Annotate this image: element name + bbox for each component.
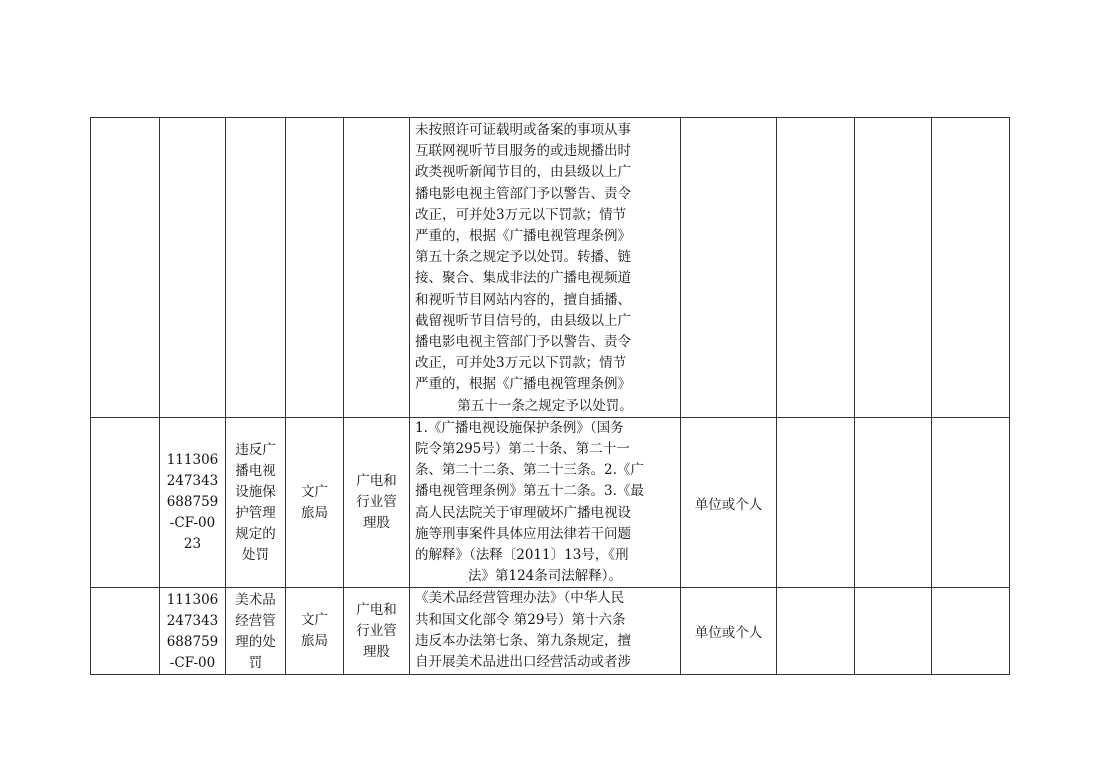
- subject-cell: 单位或个人: [681, 588, 777, 675]
- code-cell: [160, 118, 226, 418]
- enforcement-table: [90, 117, 1010, 675]
- basis-line: 播电视管理条例》第五十二条。3.《最: [415, 483, 644, 500]
- code-line: 111306: [166, 452, 219, 469]
- subject-cell: 单位或个人: [681, 417, 777, 588]
- dept-cell: [286, 417, 344, 588]
- table-row: [91, 417, 1010, 588]
- basis-line: 播电影电视主管部门予以警告、责令: [415, 185, 631, 202]
- basis-line: 条、第二十二条、第二十三条。2.《广: [415, 462, 644, 479]
- item-cell: [226, 118, 286, 418]
- basis-cell: [410, 417, 681, 588]
- empty-cell: [932, 118, 1010, 418]
- dept-cell: [286, 118, 344, 418]
- item-line: 违反广: [235, 441, 276, 458]
- basis-line: 施等刑事案件具体应用法律若干问题: [415, 525, 631, 542]
- code-line: 111306: [166, 592, 219, 609]
- dept-line: 旅局: [301, 633, 328, 650]
- item-line: 规定的: [235, 525, 276, 542]
- basis-line: 和视听节目网站内容的，擅自插播、: [415, 291, 631, 308]
- code-line: 247343: [166, 613, 219, 630]
- item-line: 美术品: [235, 592, 276, 609]
- basis-line: 政类视听新闻节目的，由县级以上广: [415, 164, 631, 181]
- blank-cell: [91, 588, 160, 675]
- basis-line: 严重的，根据《广播电视管理条例》: [415, 376, 631, 393]
- basis-cell: [410, 118, 681, 418]
- code-cell: [160, 588, 226, 675]
- item-line: 处罚: [242, 546, 269, 563]
- basis-line: 共和国文化部令 第29号）第十六条: [415, 611, 626, 628]
- basis-line: 截留视听节目信号的，由县级以上广: [415, 312, 631, 329]
- empty-cell: [777, 417, 855, 588]
- basis-line: 第五十一条之规定予以处罚。: [457, 397, 633, 414]
- table-row: [91, 118, 1010, 418]
- blank-cell: [91, 417, 160, 588]
- basis-line: 改正，可并处3万元以下罚款；情节: [415, 206, 627, 223]
- unit-cell: [344, 588, 410, 675]
- subject-cell: [681, 118, 777, 418]
- blank-cell: [91, 118, 160, 418]
- unit-line: 理股: [363, 643, 390, 660]
- dept-cell: [286, 588, 344, 675]
- unit-line: 理股: [363, 515, 390, 532]
- code-cell: [160, 417, 226, 588]
- empty-cell: [855, 588, 932, 675]
- empty-cell: [932, 417, 1010, 588]
- basis-line: 严重的，根据《广播电视管理条例》: [415, 228, 631, 245]
- basis-line: 违反本办法第七条、第九条规定，擅: [415, 632, 631, 649]
- table-row: [91, 588, 1010, 675]
- basis-line: 法》第124条司法解释）。: [467, 568, 623, 585]
- dept-line: 文广: [301, 612, 328, 629]
- item-line: 护管理: [235, 504, 276, 521]
- basis-line: 的解释》（法释〔2011〕13号，《刑: [415, 547, 629, 564]
- item-cell: [226, 588, 286, 675]
- unit-line: 广电和: [356, 601, 397, 618]
- item-cell: [226, 417, 286, 588]
- dept-line: 文广: [301, 483, 328, 500]
- basis-line: 未按照许可证载明或备案的事项从事: [415, 122, 631, 138]
- unit-line: 行业管: [356, 622, 397, 639]
- basis-line: 第五十条之规定予以处罚。转播、链: [415, 249, 631, 266]
- basis-line: 播电影电视主管部门予以警告、责令: [415, 334, 631, 351]
- basis-line: 院令第295号）第二十条、第二十一: [415, 441, 630, 458]
- item-line: 播电视: [235, 462, 276, 479]
- code-line: -CF-00: [169, 515, 216, 532]
- unit-line: 行业管: [356, 494, 397, 511]
- basis-cell: [410, 588, 681, 675]
- code-line: 688759: [166, 634, 219, 651]
- item-line: 罚: [248, 655, 263, 672]
- code-line: -CF-00: [169, 655, 216, 672]
- empty-cell: [855, 417, 932, 588]
- empty-cell: [932, 588, 1010, 675]
- item-line: 经营管: [235, 613, 276, 630]
- code-line: 23: [183, 536, 202, 553]
- unit-line: 广电和: [356, 473, 397, 490]
- basis-line: 改正，可并处3万元以下罚款；情节: [415, 355, 627, 372]
- code-line: 247343: [166, 473, 219, 490]
- unit-cell: [344, 118, 410, 418]
- unit-cell: [344, 417, 410, 588]
- basis-line: 《美术品经营管理办法》（中华人民: [415, 590, 625, 607]
- basis-line: 高人民法院关于审理破坏广播电视设: [415, 504, 631, 521]
- dept-line: 旅局: [301, 504, 328, 521]
- basis-line: 接、聚合、集成非法的广播电视频道: [415, 270, 631, 287]
- basis-line: 互联网视听节目服务的或违规播出时: [415, 143, 631, 160]
- item-line: 理的处: [235, 634, 276, 651]
- basis-line: 1.《广播电视设施保护条例》（国务: [415, 419, 624, 436]
- code-line: 688759: [166, 494, 219, 511]
- empty-cell: [777, 118, 855, 418]
- empty-cell: [777, 588, 855, 675]
- basis-line: 自开展美术品进出口经营活动或者涉: [415, 654, 631, 671]
- empty-cell: [855, 118, 932, 418]
- item-line: 设施保: [235, 483, 276, 500]
